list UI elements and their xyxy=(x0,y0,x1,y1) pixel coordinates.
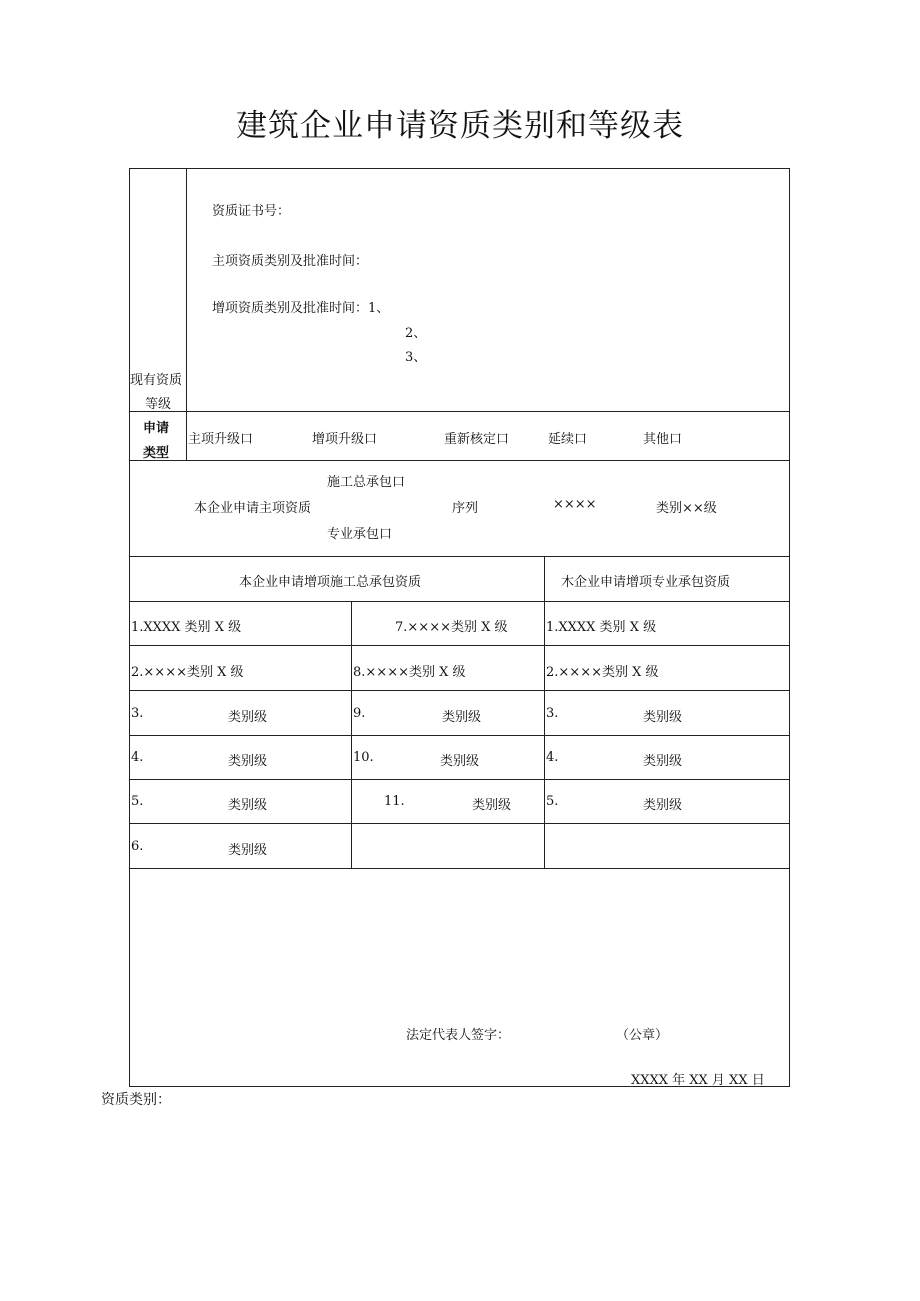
general-item-7: 7.××××类别 X 级 xyxy=(395,620,508,635)
main-apply-xxxx: ×××× xyxy=(553,497,597,512)
general-item-11-num: 11. xyxy=(384,794,405,809)
seal-label: （公章） xyxy=(616,1028,669,1043)
main-apply-seq: 序列 xyxy=(452,501,479,516)
main-apply-general-contract[interactable]: 施工总承包口 xyxy=(327,475,406,490)
apply-type-label-2: 类型 xyxy=(143,446,170,461)
specialty-item-4-cat: 类别级 xyxy=(643,754,683,769)
specialty-item-5-num: 5. xyxy=(546,794,559,809)
general-item-8: 8.××××类别 X 级 xyxy=(353,665,466,680)
specialty-item-1: 1.XXXX 类别 X 级 xyxy=(546,620,657,635)
extra-category-3: 3、 xyxy=(405,350,427,365)
general-item-6-num: 6. xyxy=(131,839,144,854)
specialty-item-2: 2.××××类别 X 级 xyxy=(546,665,659,680)
current-label-2: 等级 xyxy=(145,397,172,412)
general-item-5-cat: 类别级 xyxy=(228,798,268,813)
apply-option-extend[interactable]: 延续口 xyxy=(548,432,588,447)
main-apply-specialty-contract[interactable]: 专业承包口 xyxy=(327,527,393,542)
specialty-item-3-cat: 类别级 xyxy=(643,710,683,725)
extra-category-2: 2、 xyxy=(405,326,427,341)
general-item-10-cat: 类别级 xyxy=(440,754,480,769)
main-apply-label: 本企业申请主项资质 xyxy=(194,501,312,516)
apply-option-main-upgrade[interactable]: 主项升级口 xyxy=(188,432,254,447)
apply-type-label-1: 申请 xyxy=(143,421,170,436)
page-title: 建筑企业申请资质类别和等级表 xyxy=(236,108,684,144)
apply-option-reassess[interactable]: 重新核定口 xyxy=(444,432,510,447)
signature-date: XXXX 年 XX 月 XX 日 xyxy=(631,1073,765,1088)
additional-header-general: 本企业申请增项施工总承包资质 xyxy=(239,575,422,590)
cert-no-label: 资质证书号： xyxy=(212,204,291,219)
general-item-6-cat: 类别级 xyxy=(228,843,268,858)
main-apply-category: 类别××级 xyxy=(656,501,717,516)
general-item-3-num: 3. xyxy=(131,706,144,721)
general-item-1: 1.XXXX 类别 X 级 xyxy=(131,620,242,635)
apply-option-other[interactable]: 其他口 xyxy=(643,432,683,447)
general-item-9-num: 9. xyxy=(353,706,366,721)
specialty-item-5-cat: 类别级 xyxy=(643,798,683,813)
apply-option-extra-upgrade[interactable]: 增项升级口 xyxy=(312,432,378,447)
general-item-2: 2.××××类别 X 级 xyxy=(131,665,244,680)
general-item-5-num: 5. xyxy=(131,794,144,809)
general-item-10-num: 10. xyxy=(353,750,374,765)
footer-category-label: 资质类别： xyxy=(101,1092,171,1108)
general-item-11-cat: 类别级 xyxy=(472,798,512,813)
extra-category-label: 增项资质类别及批准时间：1、 xyxy=(212,301,390,316)
current-label-1: 现有资质 xyxy=(130,373,183,388)
specialty-item-3-num: 3. xyxy=(546,706,559,721)
specialty-item-4-num: 4. xyxy=(546,750,559,765)
general-item-4-num: 4. xyxy=(131,750,144,765)
general-item-3-cat: 类别级 xyxy=(228,710,268,725)
general-item-9-cat: 类别级 xyxy=(442,710,482,725)
main-category-label: 主项资质类别及批准时间： xyxy=(212,254,369,269)
general-item-4-cat: 类别级 xyxy=(228,754,268,769)
additional-header-specialty: 木企业申请增项专业承包资质 xyxy=(561,575,731,590)
signature-label: 法定代表人签字： xyxy=(406,1028,511,1043)
